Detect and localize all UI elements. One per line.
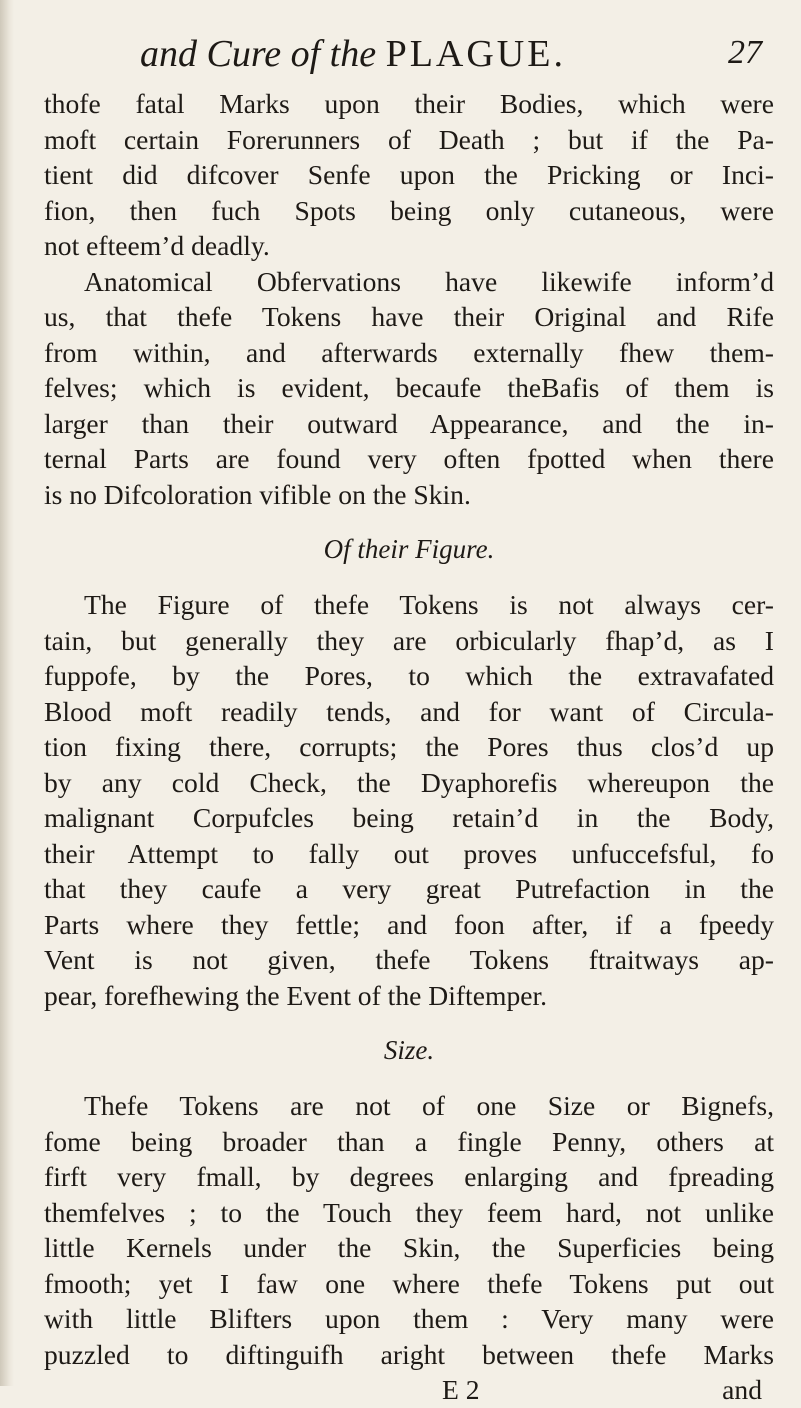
- text-line: Anatomical Obfervations have likewife inform’d: [84, 265, 774, 297]
- text-line: malignant Corpufcles being retain’d in the Body,: [44, 802, 774, 833]
- text-line: felves; which is evident, becaufe theBafis of them is: [44, 372, 774, 403]
- text-line: moft certain Forerunners of Death ; but if the Pa-: [44, 123, 774, 155]
- body-text: [44, 86, 774, 1407]
- book-page: [44, 28, 774, 1407]
- running-title-italic: and Cure of the: [140, 33, 377, 75]
- text-line: Parts where they fettle; and foon after, if a fpeedy: [44, 908, 774, 940]
- running-title-caps: PLAGUE.: [385, 33, 566, 75]
- text-line: not efteem’d deadly.: [44, 230, 270, 261]
- page-number: 27: [728, 34, 762, 71]
- text-line: with little Blifters upon them : Very many were: [44, 1303, 774, 1334]
- text-line: Vent is not given, thefe Tokens ftraitways ap-: [44, 944, 774, 975]
- text-line: fome being broader than a fingle Penny, others at: [44, 1125, 774, 1157]
- text-line: us, that thefe Tokens have their Original and Rife: [44, 301, 774, 332]
- running-head: [44, 28, 774, 86]
- text-line: larger than their outward Appearance, and the in-: [44, 407, 774, 439]
- text-line: by any cold Check, the Dyaphorefis whereupon the: [44, 766, 774, 798]
- section-heading-figure: Of their Figure.: [323, 534, 495, 564]
- text-line: fuppofe, by the Pores, to which the extravafated: [44, 660, 774, 691]
- text-line: fmooth; yet I faw one where thefe Tokens put out: [44, 1267, 774, 1299]
- text-line: puzzled to diftinguifh aright between thefe Marks: [44, 1338, 774, 1370]
- text-line: tient did difcover Senfe upon the Pricking or Inci-: [44, 159, 774, 190]
- paragraph-1: [44, 86, 774, 264]
- text-line: from within, and afterwards externally fhew them-: [44, 336, 774, 368]
- section-heading-size: Size.: [383, 1035, 435, 1065]
- text-line: little Kernels under the Skin, the Superficies being: [44, 1232, 774, 1263]
- text-line: fion, then fuch Spots being only cutaneous, were: [44, 194, 774, 226]
- catchword: and: [722, 1374, 762, 1405]
- paragraph-2: [44, 264, 774, 513]
- text-line: themfelves ; to the Touch they feem hard, not unlike: [44, 1196, 774, 1228]
- text-line: Blood moft readily tends, and for want of Circula-: [44, 695, 774, 727]
- text-line: tain, but generally they are orbicularly fhap’d, as I: [44, 624, 774, 656]
- text-line: The Figure of thefe Tokens is not always cer-: [84, 589, 774, 620]
- text-line: their Attempt to fally out proves unfuccefsful, fo: [44, 837, 774, 869]
- binding-gutter: [0, 0, 14, 1386]
- text-line: that they caufe a very great Putrefaction in the: [44, 873, 774, 904]
- text-line: thofe fatal Marks upon their Bodies, which were: [44, 88, 774, 119]
- page-footer: [44, 1372, 774, 1407]
- running-title: [140, 32, 566, 76]
- paragraph-3: [44, 587, 774, 1013]
- text-line: Thefe Tokens are not of one Size or Bignefs,: [84, 1090, 774, 1121]
- text-line: ternal Parts are found very often fpotted when there: [44, 443, 774, 474]
- paragraph-4: [44, 1088, 774, 1372]
- text-line: pear, forefhewing the Event of the Diftemper.: [44, 979, 548, 1011]
- signature-mark: E 2: [442, 1374, 480, 1405]
- text-line: tion fixing there, corrupts; the Pores thus clos’d up: [44, 731, 774, 762]
- text-line: firft very fmall, by degrees enlarging and fpreading: [44, 1161, 774, 1192]
- text-line: is no Difcoloration vifible on the Skin.: [44, 478, 471, 510]
